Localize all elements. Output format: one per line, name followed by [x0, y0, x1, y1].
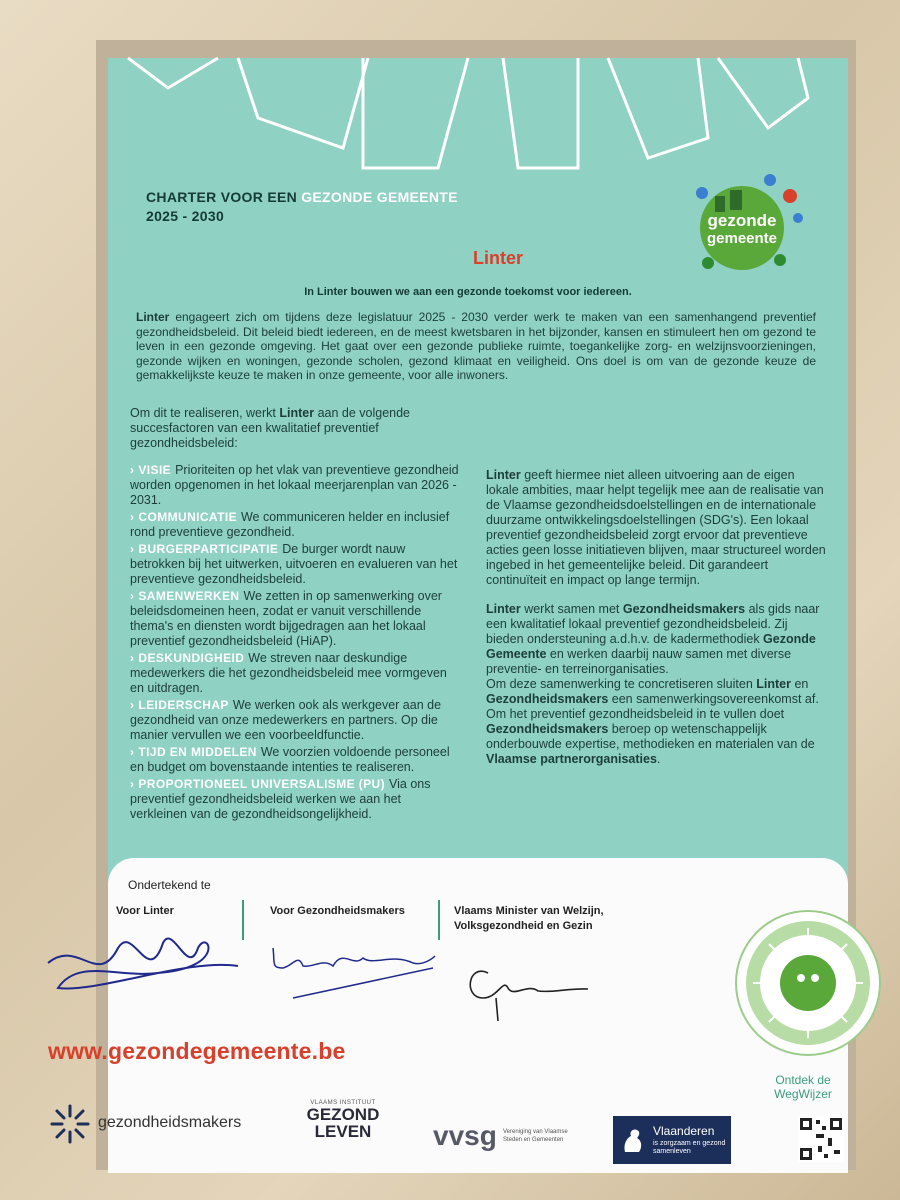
- gezond-leven-line2: LEVEN: [314, 1122, 372, 1141]
- flemish-lion-icon: [619, 1124, 647, 1156]
- signed-label: Ondertekend te: [128, 878, 211, 892]
- factor-text: We werken ook als werkgever aan de gezondheid van onze medewerkers en partners. Op die manier vervullen we een voorbeeldfunctie.: [130, 698, 442, 742]
- title-period: 2025 - 2030: [146, 208, 225, 224]
- factor-item: [130, 510, 460, 540]
- starburst-icon: [48, 1102, 92, 1146]
- factor-item: [130, 542, 460, 587]
- title-prefix: CHARTER VOOR EEN: [146, 189, 302, 205]
- arrow-icon: ›: [130, 589, 135, 603]
- gezond-leven-line1: GEZOND: [306, 1105, 380, 1124]
- arrow-icon: ›: [130, 777, 135, 791]
- vvsg-subtext: Vereniging van Vlaamse Steden en Gemeenten: [503, 1129, 568, 1143]
- municipality-name: Linter: [472, 248, 523, 268]
- logo-line2: gemeente: [706, 230, 778, 247]
- factor-item: [130, 651, 460, 696]
- p2-gezondheidsmakers: Gezondheidsmakers: [622, 602, 746, 616]
- gezond-leven-small: VLAAMS INSTITUUT: [310, 1100, 376, 1106]
- p1-text: geeft hiermee niet alleen uitvoering aan de eigen lokale ambities, maar helpt tegelijk mee aan de realisatie van de Vlaamse gezondheidsdoelstellingen en de internationale duurzame ontwikkelingsdoelstellingen (SDG's). Een lokaal preventief gezondheidsbeleid zorgt ervoor dat preventieve acties geen losse initiatieven blijven, maar structureel worden ingebed in het gemeentelijke beleid. Dit garandeert continuïteit en impact op lange termijn.: [486, 468, 826, 587]
- factors-lead: [130, 406, 460, 451]
- wegwijzer-line2: WegWijzer: [774, 1087, 832, 1101]
- factor-tag: › LEIDERSCHAP: [130, 698, 229, 712]
- title-accent: GEZONDE GEMEENTE: [301, 189, 458, 205]
- p2-municipality: Linter: [486, 602, 521, 616]
- wegwijzer-label[interactable]: [758, 1073, 848, 1101]
- gezond-leven-logo: [298, 1100, 388, 1160]
- factors-lead-before: Om dit te realiseren, werkt: [130, 406, 280, 420]
- right-column: [486, 468, 826, 781]
- intro-paragraph: [136, 310, 816, 383]
- signature-gezondheidsmakers: [263, 928, 443, 1008]
- arrow-icon: ›: [130, 510, 135, 524]
- factor-tag: › PROPORTIONEEL UNIVERSALISME (PU): [130, 777, 386, 791]
- right-paragraph-1: [486, 468, 826, 588]
- factor-text: We streven naar deskundige medewerkers die het gezondheidsbeleid mee vormgeven en uitdragen.: [130, 651, 447, 695]
- right-paragraph-2: Linter werkt samen met Gezondheidsmakers als gids naar een kwalitatief lokaal preventief gezondheidsbeleid. Zij bieden ondersteuning a.d.h.v. de kadermethodiek Gezonde Gemeente en werken daarbij nauw samen met diverse preventie- en terreinorganisaties. Om deze samenwerking te concretiseren sluiten Linter en Gezondheidsmakers een samenwerkingsovereenkomst af. Om het preventief gezondheidsbeleid in te vullen doet Gezondheidsmakers beroep op wetenschappelijk onderbouwde expertise, methodieken en materialen van de Vlaamse partnerorganisaties.: [486, 602, 820, 766]
- charter-title: [146, 188, 458, 226]
- qr-code-icon[interactable]: [798, 1116, 844, 1162]
- signatory-gezondheidsmakers: Voor Gezondheidsmakers: [270, 905, 405, 917]
- factor-item: [130, 589, 460, 649]
- intro-text: engageert zich om tijdens deze legislatuur 2025 - 2030 verder werk te maken van een samenhangend preventief gezondheidsbeleid. Dit beleid biedt iedereen, en de meest kwetsbaren in het bijzonder, kansen en stimuleert hen om gezond te leven in een gezonde omgeving. Het gaat over een gezonde publieke ruimte, toegankelijke zorg- en welzijnsvoorzieningen, gezonde wijken en woningen, gezonde scholen, gezond klimaat en veiligheid. Ons doel is om van de gezonde keuze de gemakkelijkste keuze te maken in onze gemeente, voor alle inwoners.: [136, 310, 816, 382]
- logo-line1: gezonde: [707, 211, 777, 230]
- health-wheel-icon: [733, 908, 883, 1058]
- factor-text: We communiceren helder en inclusief rond preventieve gezondheid.: [130, 510, 450, 539]
- arrow-icon: ›: [130, 745, 135, 759]
- factor-item: [130, 698, 460, 743]
- arrow-icon: ›: [130, 698, 135, 712]
- tagline: In Linter bouwen we aan een gezonde toekomst voor iedereen.: [304, 286, 632, 298]
- signatory-linter: Voor Linter: [116, 905, 174, 917]
- factor-tag: › TIJD EN MIDDELEN: [130, 745, 257, 759]
- wegwijzer-line1: Ontdek de: [775, 1073, 831, 1087]
- vvsg-text: vvsg: [433, 1120, 497, 1151]
- factor-item: [130, 745, 460, 775]
- factor-tag: › SAMENWERKEN: [130, 589, 240, 603]
- factor-text: We zetten in op samenwerking over beleidsdomeinen heen, zodat er vanuit verschillende thema's en diensten wordt bijgedragen aan het lokaal preventief gezondheidsbeleid (HiAP).: [130, 589, 442, 648]
- website-url[interactable]: www.gezondegemeente.be: [48, 1038, 346, 1064]
- factor-tag: › BURGERPARTICIPATIE: [130, 542, 279, 556]
- factor-text: Prioriteiten op het vlak van preventieve gezondheid worden opgenomen in het lokaal meerjarenplan van 2026 - 2031.: [130, 463, 459, 507]
- heart-icon: [783, 189, 797, 203]
- factor-item: [130, 777, 460, 822]
- signature-linter: [38, 918, 248, 1008]
- signatory-minister: Vlaams Minister van Welzijn, Volksgezondheid en Gezin: [454, 905, 604, 932]
- success-factors: [130, 406, 460, 824]
- signature-panel: [48, 858, 848, 1173]
- p2-gezonde-gemeente: Gezonde Gemeente: [486, 632, 816, 661]
- p1-municipality: Linter: [486, 468, 521, 482]
- charter-poster: [48, 58, 848, 1173]
- factors-lead-after: aan de volgende succesfactoren van een kwalitatief preventief gezondheidsbeleid:: [130, 406, 411, 450]
- factor-text: Via ons preventief gezondheidsbeleid werken we aan het verkleinen van de gezondheidsongelijkheid.: [130, 777, 431, 821]
- gezonde-gemeente-logo: [680, 168, 810, 278]
- intro-municipality: Linter: [136, 310, 170, 324]
- gezondheidsmakers-text: gezondheidsmakers: [98, 1114, 242, 1131]
- factor-tag: › COMMUNICATIE: [130, 510, 237, 524]
- vlaanderen-logo: [613, 1116, 731, 1164]
- cyclist-icon: [696, 187, 708, 199]
- signature-minister: [458, 953, 598, 1023]
- factors-lead-municipality: Linter: [279, 406, 315, 420]
- gezondheidsmakers-logo: [38, 1098, 258, 1148]
- vlaanderen-text: Vlaanderen: [653, 1124, 715, 1138]
- arrow-icon: ›: [130, 463, 135, 477]
- factor-item: [130, 463, 460, 508]
- vlaanderen-subtext: is zorgzaam en gezond samenleven: [653, 1140, 726, 1155]
- vvsg-logo: [433, 1120, 573, 1160]
- factor-text: De burger wordt nauw betrokken bij het uitwerken, uitvoeren en evalueren van het preventieve gezondheidsbeleid.: [130, 542, 458, 586]
- arrow-icon: ›: [130, 542, 135, 556]
- factor-tag: › DESKUNDIGHEID: [130, 651, 245, 665]
- factor-tag: › VISIE: [130, 463, 172, 477]
- arrow-icon: ›: [130, 651, 135, 665]
- p2-partner-orgs: Vlaamse partnerorganisaties: [486, 752, 657, 766]
- factor-text: We voorzien voldoende personeel en budget om bovenstaande intenties te realiseren.: [130, 745, 450, 774]
